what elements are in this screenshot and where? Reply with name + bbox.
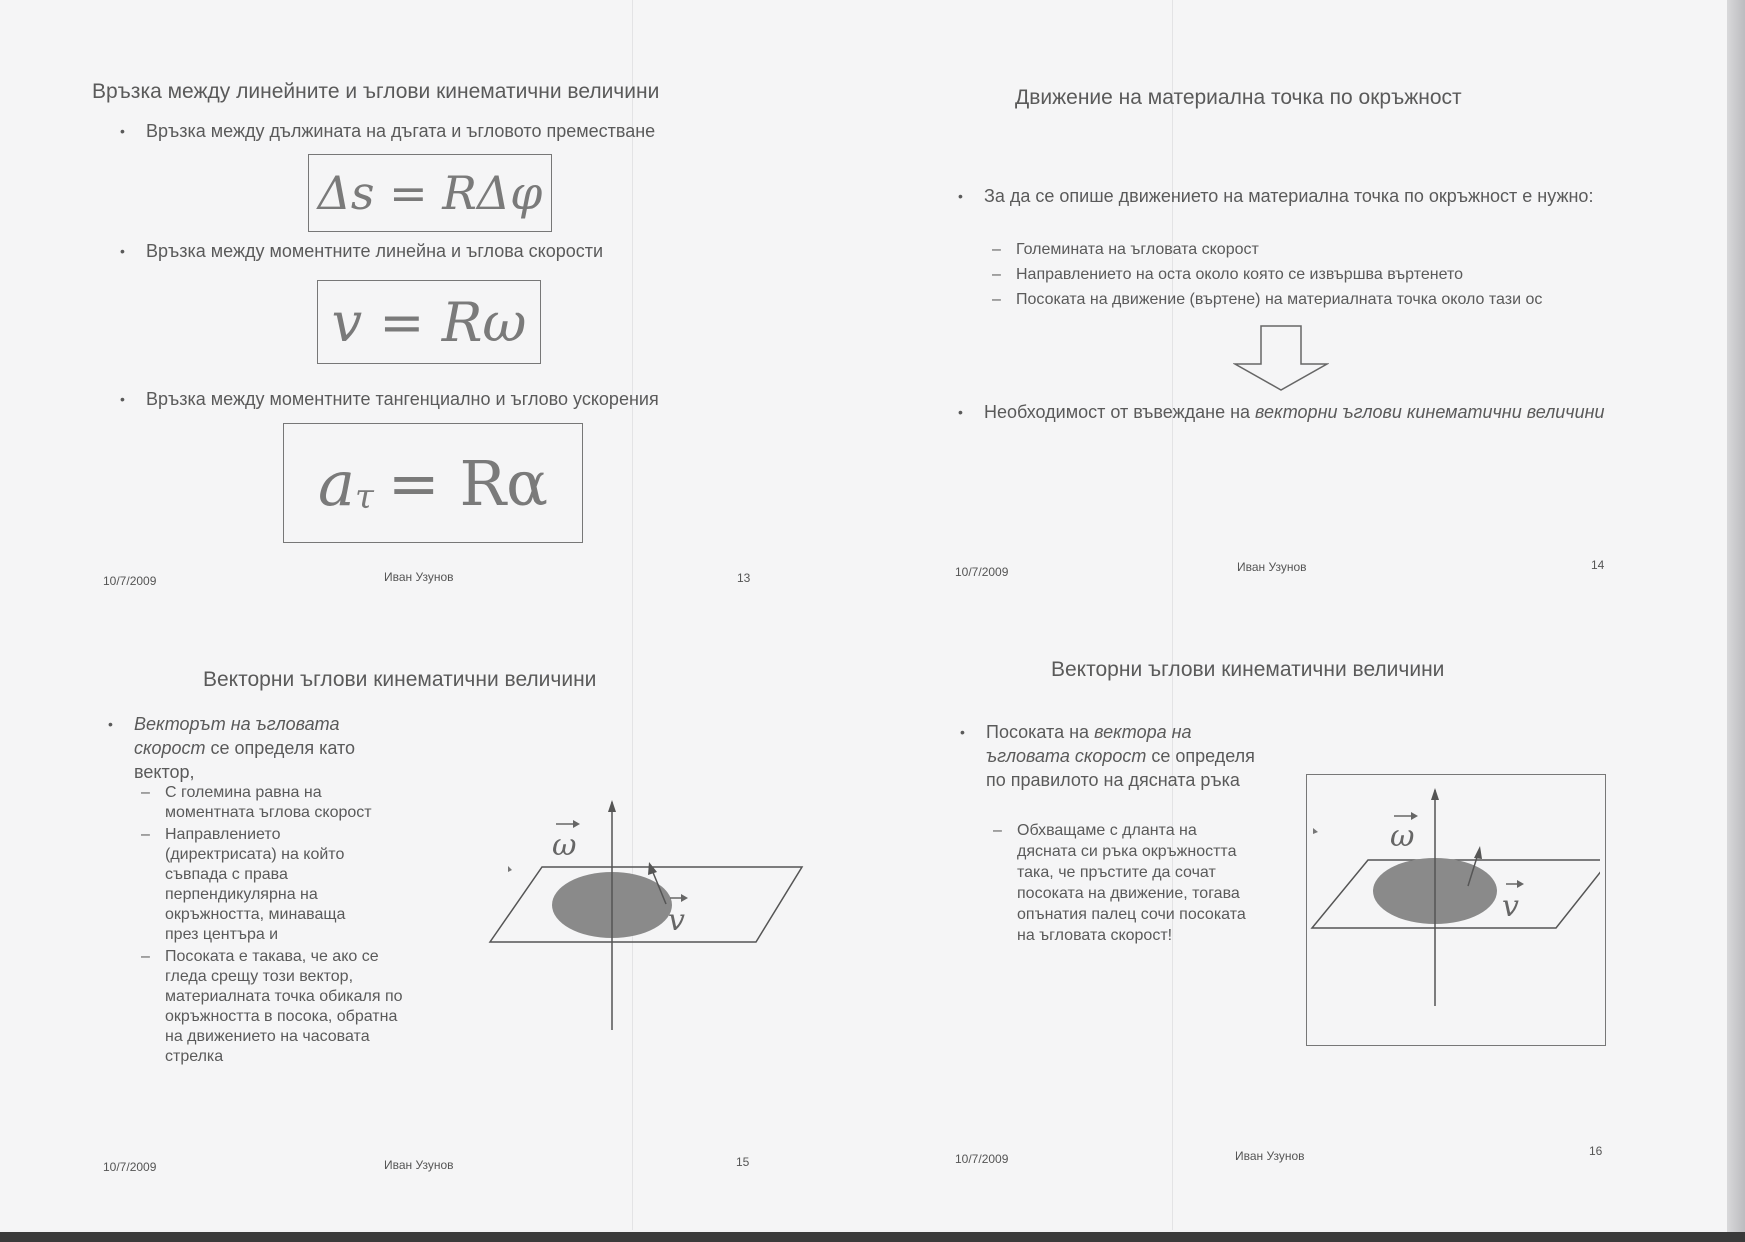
footer-page: 14 xyxy=(1591,558,1605,572)
bullet-emphasis: Векторът на ъгловата скорост xyxy=(134,714,340,758)
bullet-text: Посоката на xyxy=(986,722,1095,742)
sub-bullet-text: С големина равна на моментната ъглова скорост xyxy=(165,784,372,821)
bullet-emphasis: векторни ъглови кинематични величини xyxy=(1255,402,1605,422)
velocity-label: v xyxy=(1502,889,1519,924)
slide-title: Векторни ъглови кинематични величини xyxy=(1051,658,1445,681)
footer-date: 10/7/2009 xyxy=(955,565,1009,579)
slide-15 xyxy=(60,640,830,1240)
footer-page: 13 xyxy=(737,571,751,585)
sub-bullet-text: Обхващаме с дланта на дясната си ръка окръжността така, че пръстите да сочат посоката на движение, тогава опънатия палец сочи посоката на ъгловата скорост! xyxy=(1017,822,1246,944)
bullet-text: Необходимост от въвеждане на xyxy=(984,402,1256,422)
footer-author: Иван Узунов xyxy=(384,1158,454,1172)
omega-label: ω xyxy=(1390,819,1415,854)
bullet-text: се определя като вектор, xyxy=(134,738,356,782)
bullet: • Връзка между дължината на дъгата и ъгловото преместване xyxy=(120,121,656,141)
slide-title: Векторни ъглови кинематични величини xyxy=(203,668,597,691)
bullet-emphasis: вектора на ъгловата скорост xyxy=(986,722,1192,766)
bullet: • Връзка между моментните тангенциално и ъглово ускорения xyxy=(120,389,659,409)
formula-acceleration xyxy=(283,423,583,543)
down-arrow-icon xyxy=(1233,324,1329,392)
bullet-text: За да се опише движението на материална точка по окръжност е нужно: xyxy=(984,186,1594,206)
bullet-text: Връзка между моментните линейна и ъглова скорости xyxy=(146,241,604,261)
bullet: • Връзка между моментните линейна и ъглова скорости xyxy=(120,241,604,261)
bullet: • Необходимост от въвеждане на векторни ъглови кинематични величини xyxy=(958,402,1605,422)
footer-date: 10/7/2009 xyxy=(103,574,157,588)
formula-velocity: v = Rω xyxy=(317,280,541,364)
slide-14 xyxy=(915,60,1685,660)
footer-date: 10/7/2009 xyxy=(955,1152,1009,1166)
slide-16 xyxy=(915,640,1685,1240)
sub-bullet: – Направлението (директрисата) на който съвпада с права перпендикулярна на окръжността, минаваща през центъра и xyxy=(141,826,346,943)
footer-page: 16 xyxy=(1589,1144,1603,1158)
sub-bullet-text: Посоката е такава, че ако се гледа срещу този вектор, материалната точка обикаля по окръжността в посока, обратна на движението на часовата стрелка xyxy=(165,948,403,1065)
slide-title: Движение на материална точка по окръжност xyxy=(1015,86,1462,109)
bullet-text: Връзка между моментните тангенциално и ъглово ускорения xyxy=(146,389,659,409)
bullet-text: Връзка между дължината на дъгата и ъгловото преместване xyxy=(146,121,656,141)
sub-bullet-text: Направлението (директрисата) на който съвпада с права перпендикулярна на окръжността, минаваща през центъра и xyxy=(165,826,346,943)
paper-edge-right xyxy=(1727,0,1745,1242)
footer-author: Иван Узунов xyxy=(1237,560,1307,574)
right-hand-rule-diagram xyxy=(1310,788,1600,1013)
sub-bullet: – Посоката е такава, че ако се гледа срещу този вектор, материалната точка обикаля по окръжността в посока, обратна на движението на часовата стрелка xyxy=(141,948,403,1065)
bullet: • Посоката на вектора на ъгловата скорост се определя по правилото на дясната ръка xyxy=(960,722,1255,790)
slide-13 xyxy=(60,60,830,660)
bullet: • За да се опише движението на материална точка по окръжност е нужно: xyxy=(958,186,1594,206)
bullet: • Векторът на ъгловата скорост се определя като вектор, xyxy=(108,714,356,782)
sub-bullet-text: Посоката на движение (въртене) на материалната точка около тази ос xyxy=(1016,291,1543,308)
formula-lhs: a xyxy=(318,446,355,520)
sub-bullet-text: Големината на ъгловата скорост xyxy=(1016,241,1259,258)
sub-bullet: – С големина равна на моментната ъглова скорост xyxy=(141,784,372,821)
velocity-label: v xyxy=(668,903,685,938)
footer-author: Иван Узунов xyxy=(1235,1149,1305,1163)
footer-date: 10/7/2009 xyxy=(103,1160,157,1174)
formula-rhs: = Rα xyxy=(387,446,548,520)
sub-bullet: – Обхващаме с дланта на дясната си ръка окръжността така, че пръстите да сочат посоката на движение, тогава опънатия палец сочи посоката на ъгловата скорост! xyxy=(993,822,1246,944)
sub-bullet: – Големината на ъгловата скорост xyxy=(992,241,1259,258)
sub-bullet-text: Направлението на оста около която се извършва въртенето xyxy=(1016,266,1463,283)
sub-bullet: – Посоката на движение (въртене) на материалната точка около тази ос xyxy=(992,291,1543,308)
footer-page: 15 xyxy=(736,1155,750,1169)
footer-author: Иван Узунов xyxy=(384,570,454,584)
angular-velocity-diagram xyxy=(480,800,810,1030)
sub-bullet: – Направлението на оста около която се извършва въртенето xyxy=(992,266,1463,283)
formula-arc-length: Δs = RΔφ xyxy=(308,154,552,232)
omega-label: ω xyxy=(552,828,577,863)
formula-subscript: τ xyxy=(354,477,374,517)
bullet-text: се определя по правилото на дясната ръка xyxy=(986,746,1255,790)
slide-title: Връзка между линейните и ъглови кинематични величини xyxy=(92,80,660,103)
